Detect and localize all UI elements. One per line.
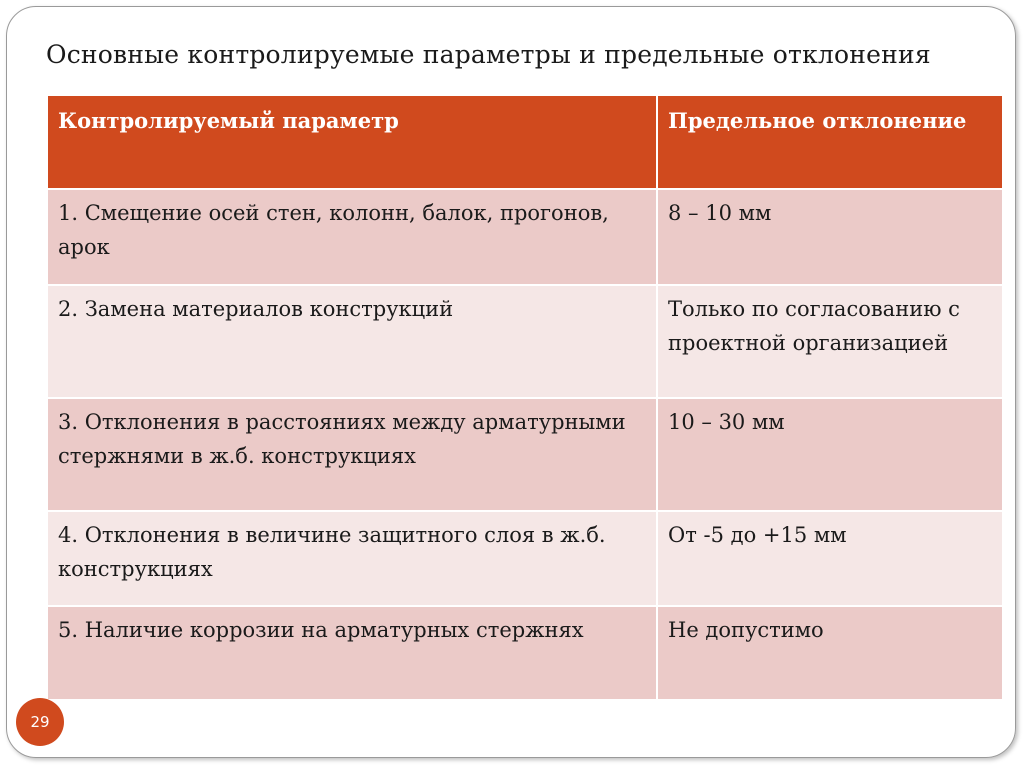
table-row [47,606,1003,700]
cell-deviation: 8 – 10 мм [657,189,1003,285]
header-parameter: Контролируемый параметр [47,95,657,189]
cell-parameter: 1. Смещение осей стен, колонн, балок, прогонов, арок [47,189,657,285]
parameters-table [46,94,1004,701]
slide-title: Основные контролируемые параметры и предельные отклонения [46,40,931,69]
cell-deviation: От -5 до +15 мм [657,511,1003,606]
table-row [47,285,1003,398]
table-row [47,189,1003,285]
cell-parameter: 2. Замена материалов конструкций [47,285,657,398]
cell-deviation: Не допустимо [657,606,1003,700]
table-row [47,398,1003,511]
header-deviation: Предельное отклонение [657,95,1003,189]
cell-deviation: 10 – 30 мм [657,398,1003,511]
cell-parameter: 5. Наличие коррозии на арматурных стержнях [47,606,657,700]
cell-parameter: 4. Отклонения в величине защитного слоя в ж.б. конструкциях [47,511,657,606]
table-header-row [47,95,1003,189]
table-row [47,511,1003,606]
page-number-badge: 29 [16,698,64,746]
cell-parameter: 3. Отклонения в расстояниях между арматурными стержнями в ж.б. конструкциях [47,398,657,511]
cell-deviation: Только по согласованию с проектной организацией [657,285,1003,398]
